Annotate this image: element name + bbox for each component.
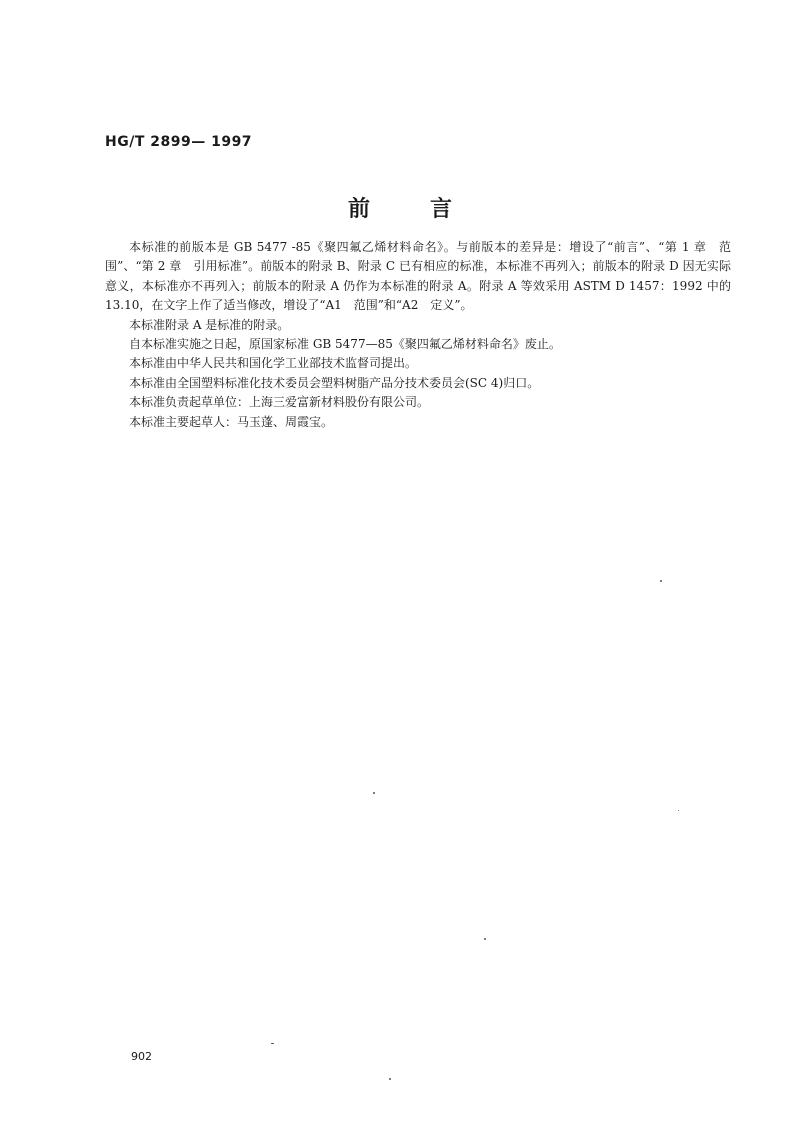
standard-code: HG/T 2899— 1997	[105, 134, 253, 150]
title-char-1: 前	[347, 197, 370, 222]
paragraph-proposer: 本标准由中华人民共和国化学工业部技术监督司提出。	[129, 356, 418, 371]
title-char-2: 言	[430, 197, 453, 222]
scan-speck	[678, 810, 679, 811]
paragraph-supersession: 自本标准实施之日起，原国家标准 GB 5477—85《聚四氟乙烯材料命名》废止。	[129, 337, 561, 352]
paragraph-annex-note: 本标准附录 A 是标准的附录。	[129, 317, 290, 332]
scan-speck	[373, 792, 375, 794]
scan-speck	[271, 1043, 274, 1044]
paragraph-technical-committee: 本标准由全国塑料标准化技术委员会塑料树脂产品分技术委员会(SC 4)归口。	[129, 375, 540, 390]
paragraph-drafting-unit: 本标准负责起草单位：上海三爱富新材料股份有限公司。	[129, 395, 430, 410]
paragraph-version-differences: 本标准的前版本是 GB 5477 -85《聚四氟乙烯材料命名》。与前版本的差异是：增设了“前言”、“第 1 章 范围”、“第 2 章 引用标准”。前版本的附录 B、附录 C 已有相应的标准，本标准不再列入；前版本的附录 D 因无实际意义，本标准亦不再列入；前版本的附录 A 仍作为本标准的附录 A。附录 A 等效采用 ASTM D 1457：1992 中的 13.10，在文字上作了适当修改，增设了“A1 范围”和“A2 定义”。	[105, 240, 731, 313]
foreword-body	[105, 238, 731, 432]
scan-speck	[660, 580, 662, 582]
paragraph-drafters: 本标准主要起草人：马玉蓬、周霞宝。	[129, 414, 334, 429]
scan-speck	[389, 1078, 391, 1080]
scan-speck	[484, 938, 486, 940]
page-title	[0, 192, 800, 223]
page-number: 902	[131, 1050, 152, 1063]
